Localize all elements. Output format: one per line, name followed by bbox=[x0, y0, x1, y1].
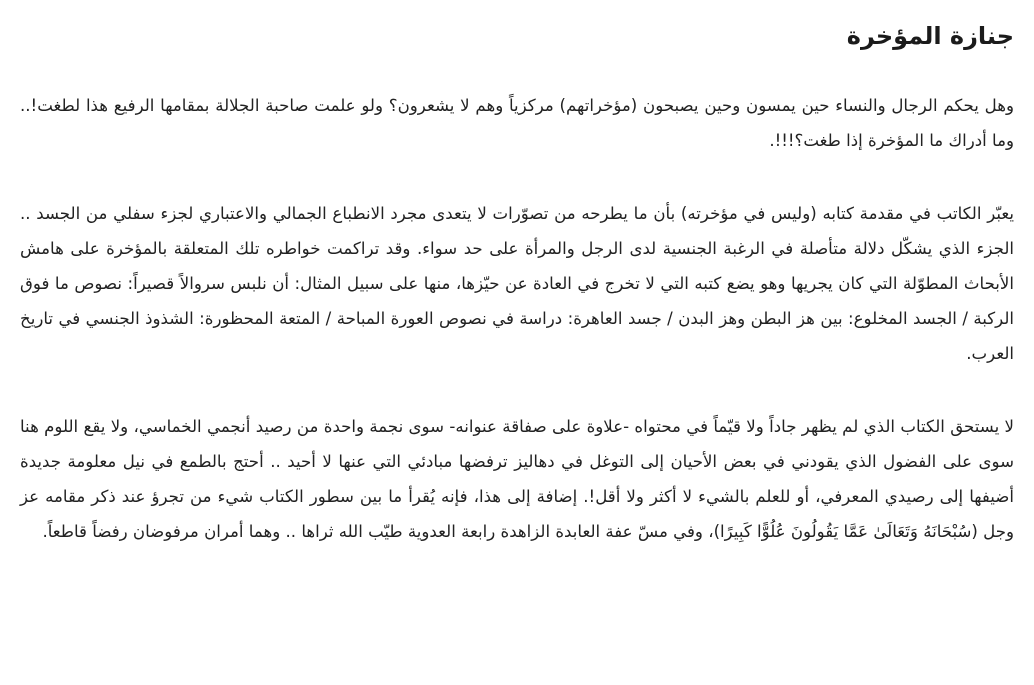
article-title: جنازة المؤخرة bbox=[846, 22, 1014, 50]
paragraph-verdict: لا يستحق الكتاب الذي لم يظهر جاداً ولا قيّماً في محتواه -علاوة على صفاقة عنوانه- سوى نجمة واحدة من رصيد أنجمي الخماسي، ولا يقع اللوم هنا سوى على الفضول الذي يقودني في بعض الأحيان إلى التوغل في دهاليز ترفضها مبادئي التي عنها لا أحيد .. أحتج بالطمع في نيل معلومة جديدة أضيفها إلى رصيدي المعرفي، أو للعلم بالشيء لا أكثر ولا أقل!. إضافة إلى هذا، فإنه يُقرأ ما بين سطور الكتاب شيء من تجرؤ عند ذكر مقامه عز وجل (سُبْحَانَهُ وَتَعَالَىٰ عَمَّا يَقُولُونَ عُلُوًّا كَبِيرًا)، وفي مسّ عفة العابدة الزاهدة رابعة العدوية طيّب الله ثراها .. وهما أمران مرفوضان رفضاً قاطعاً. bbox=[20, 417, 1014, 541]
paragraph-book-description: يعبّر الكاتب في مقدمة كتابه (وليس في مؤخرته) بأن ما يطرحه من تصوّرات لا يتعدى مجرد الانطباع الجمالي والاعتباري لجزء سفلي من الجسد .. الجزء الذي يشكّل دلالة متأصلة في الرغبة الجنسية لدى الرجل والمرأة على حد سواء. وقد تراكمت خواطره تلك المتعلقة بالمؤخرة على هامش الأبحاث المطوّلة التي كان يجريها وهو يضع كتبه التي لا تخرج في العادة عن حيّزها، منها على سبيل المثال: أن نلبس سروالاً قصيراً: نصوص ما فوق الركبة / الجسد المخلوع: بين هز البطن وهز البدن / جسد العاهرة: دراسة في نصوص العورة المباحة / المتعة المحظورة: الشذوذ الجنسي في تاريخ العرب. bbox=[20, 204, 1014, 363]
paragraph-intro: وهل يحكم الرجال والنساء حين يمسون وحين يصبحون (مؤخراتهم) مركزياً وهم لا يشعرون؟ ولو علمت صاحبة الجلالة بمقامها الرفيع هذا لطغت!.. وما أدراك ما المؤخرة إذا طغت؟!!!. bbox=[20, 96, 1014, 150]
